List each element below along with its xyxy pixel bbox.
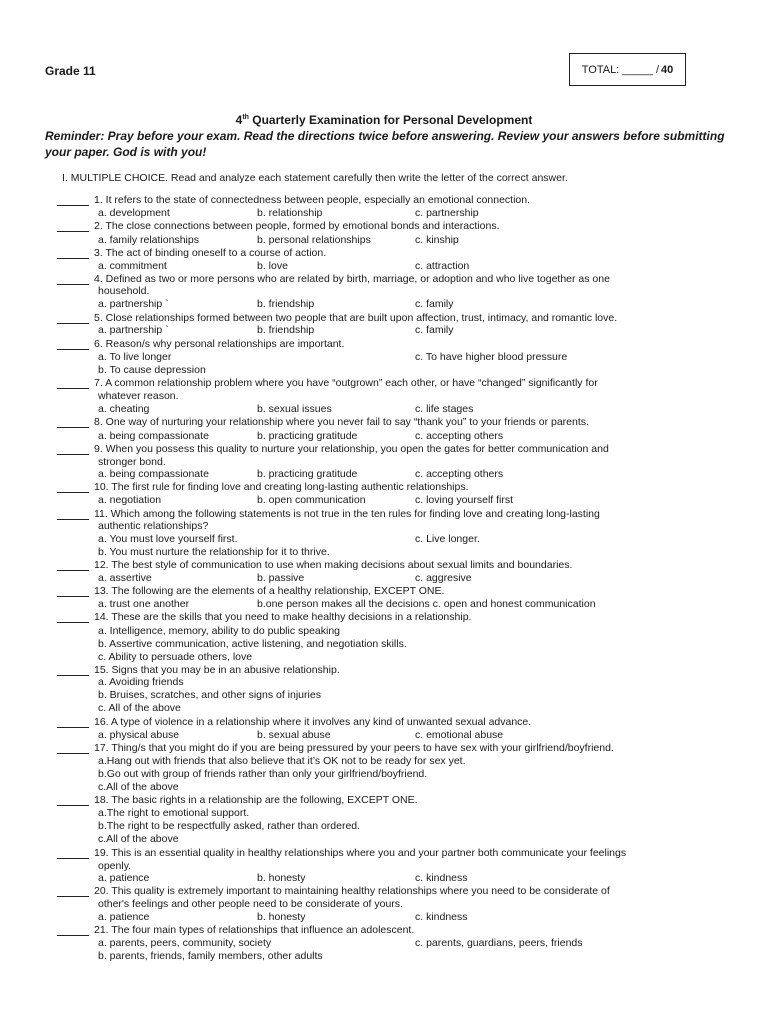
choice-text: a. patience: [98, 872, 150, 884]
answer-blank[interactable]: [57, 847, 89, 859]
answer-blank[interactable]: [57, 924, 89, 936]
question-text: 4. Defined as two or more persons who are related by birth, marriage, or adoption and who live together as one: [94, 273, 610, 285]
choice-text: other's feelings and other people need to be considerate of yours.: [98, 898, 403, 910]
choice-text: b. open communication: [257, 494, 366, 506]
answer-blank[interactable]: [57, 585, 89, 597]
choice-text: c.All of the above: [98, 833, 179, 845]
choice-text: c. family: [415, 324, 454, 336]
total-score-box: [569, 53, 686, 86]
title-text: Quarterly Examination for Personal Development: [248, 113, 533, 127]
choice-text: a. trust one another: [98, 598, 190, 610]
choice-text: c.All of the above: [98, 781, 179, 793]
choice-text: c. accepting others: [415, 430, 504, 442]
choice-text: a. being compassionate: [98, 468, 209, 480]
choice-text: b. sexual abuse: [257, 729, 331, 741]
choice-text: c. loving yourself first: [415, 494, 514, 506]
choice-text: openly.: [98, 860, 132, 872]
choice-text: a. physical abuse: [98, 729, 180, 741]
choice-text: a. family relationships: [98, 234, 199, 246]
choice-text: b. passive: [257, 572, 305, 584]
answer-blank[interactable]: [57, 611, 89, 623]
choice-text: a. cheating: [98, 403, 150, 415]
answer-blank[interactable]: [57, 794, 89, 806]
choice-text: whatever reason.: [98, 390, 179, 402]
answer-blank[interactable]: [57, 416, 89, 428]
question-text: 14. These are the skills that you need to make healthy decisions in a relationship.: [94, 611, 472, 623]
grade-label: Grade 11: [45, 64, 96, 78]
choice-text: a. partnership `: [98, 298, 169, 310]
exam-title: [0, 113, 768, 127]
directions-text: I. MULTIPLE CHOICE. Read and analyze each statement carefully then write the letter of the correct answer.: [62, 172, 568, 184]
choice-text: a. commitment: [98, 260, 167, 272]
choice-text: a. Intelligence, memory, ability to do public speaking: [98, 625, 341, 637]
question-text: 13. The following are the elements of a healthy relationship, EXCEPT ONE.: [94, 585, 445, 597]
choice-text: c. parents, guardians, peers, friends: [415, 937, 583, 949]
total-points: 40: [661, 63, 674, 76]
choice-text: household.: [98, 285, 150, 297]
question-text: 19. This is an essential quality in healthy relationships where you and your partner both communicate your feelings: [94, 847, 627, 859]
choice-text: b. friendship: [257, 324, 315, 336]
choice-text: b. practicing gratitude: [257, 468, 358, 480]
choice-text: a. being compassionate: [98, 430, 209, 442]
choice-text: c. aggresive: [415, 572, 472, 584]
choice-text: b. parents, friends, family members, other adults: [98, 950, 323, 962]
choice-text: c. kindness: [415, 872, 468, 884]
reminder-text: Reminder: Pray before your exam. Read the directions twice before answering. Review your answers before submitting your paper. God is with you!: [45, 129, 725, 159]
question-text: 16. A type of violence in a relationship where it involves any kind of unwanted sexual advance.: [94, 716, 532, 728]
page-bottom-margin: [0, 973, 768, 1024]
answer-blank[interactable]: [57, 273, 89, 285]
choice-text: b.Go out with group of friends rather than only your girlfriend/boyfriend.: [98, 768, 428, 780]
question-text: 1. It refers to the state of connectedness between people, especially an emotional connection.: [94, 194, 531, 206]
choice-text: b. honesty: [257, 911, 306, 923]
choice-text: b. To cause depression: [98, 364, 206, 376]
answer-blank[interactable]: [57, 247, 89, 259]
choice-text: a. parents, peers, community, society: [98, 937, 272, 949]
question-text: 6. Reason/s why personal relationships are important.: [94, 338, 345, 350]
choice-text: b. You must nurture the relationship for it to thrive.: [98, 546, 330, 558]
choice-text: stronger bond.: [98, 456, 166, 468]
choice-text: c. family: [415, 298, 454, 310]
choice-text: a. negotiation: [98, 494, 162, 506]
title-superscript: th: [242, 114, 249, 121]
choice-text: a. To live longer: [98, 351, 172, 363]
question-text: 7. A common relationship problem where you have “outgrown” each other, or have “changed” significantly for: [94, 377, 598, 389]
question-text: 15. Signs that you may be in an abusive relationship.: [94, 664, 340, 676]
choice-text: b. Bruises, scratches, and other signs of injuries: [98, 689, 321, 701]
question-text: 17. Thing/s that you might do if you are being pressured by your peers to have sex with your girlfriend/boyfriend.: [94, 742, 614, 754]
choice-text: b. practicing gratitude: [257, 430, 358, 442]
answer-blank[interactable]: [57, 338, 89, 350]
question-text: 18. The basic rights in a relationship are the following, EXCEPT ONE.: [94, 794, 418, 806]
choice-text: b. sexual issues: [257, 403, 332, 415]
answer-blank[interactable]: [57, 481, 89, 493]
question-text: 9. When you possess this quality to nurture your relationship, you open the gates for better communication and: [94, 443, 609, 455]
answer-blank[interactable]: [57, 508, 89, 520]
choice-text: authentic relationships?: [98, 520, 209, 532]
choice-text: a.Hang out with friends that also believe that it’s OK not to be ready for sex yet.: [98, 755, 466, 767]
choice-text: a. assertive: [98, 572, 152, 584]
choice-text: c. Live longer.: [415, 533, 480, 545]
answer-blank[interactable]: [57, 377, 89, 389]
choice-text: c. attraction: [415, 260, 470, 272]
choice-text: b. relationship: [257, 207, 323, 219]
choice-text: c. emotional abuse: [415, 729, 504, 741]
answer-blank[interactable]: [57, 559, 89, 571]
answer-blank[interactable]: [57, 220, 89, 232]
answer-blank[interactable]: [57, 443, 89, 455]
choice-text: c. life stages: [415, 403, 474, 415]
question-text: 10. The first rule for finding love and creating long-lasting authentic relationships.: [94, 481, 469, 493]
question-text: 3. The act of binding oneself to a course of action.: [94, 247, 327, 259]
choice-text: c. All of the above: [98, 702, 181, 714]
choice-text: b. personal relationships: [257, 234, 371, 246]
choice-text: c. kinship: [415, 234, 459, 246]
answer-blank[interactable]: [57, 664, 89, 676]
choice-text: c. kindness: [415, 911, 468, 923]
question-text: 12. The best style of communication to use when making decisions about sexual limits and boundaries.: [94, 559, 573, 571]
question-text: 11. Which among the following statements is not true in the ten rules for finding love and creating long-lasting: [94, 508, 600, 520]
choice-text: b. honesty: [257, 872, 306, 884]
choice-text: a. You must love yourself first.: [98, 533, 238, 545]
answer-blank[interactable]: [57, 742, 89, 754]
choice-text: a.The right to emotional support.: [98, 807, 250, 819]
choice-text: c. Ability to persuade others, love: [98, 651, 253, 663]
title-number: 4: [235, 113, 243, 127]
choice-text: c. partnership: [415, 207, 479, 219]
choice-text: b.The right to be respectfully asked, rather than ordered.: [98, 820, 361, 832]
question-text: 8. One way of nurturing your relationship where you never fail to say “thank you” to your friends or parents.: [94, 416, 589, 428]
choice-text: a. partnership `: [98, 324, 169, 336]
choice-text: a. Avoiding friends: [98, 676, 184, 688]
choice-text: b. Assertive communication, active listening, and negotiation skills.: [98, 638, 407, 650]
choice-text: a. development: [98, 207, 170, 219]
choice-text: b. love: [257, 260, 288, 272]
question-text: 2. The close connections between people, formed by emotional bonds and interactions.: [94, 220, 500, 232]
answer-blank[interactable]: [57, 194, 89, 206]
choice-text: c. accepting others: [415, 468, 504, 480]
question-text: 5. Close relationships formed between two people that are built upon affection, trust, intimacy, and romantic love.: [94, 312, 618, 324]
question-text: 20. This quality is extremely important to maintaining healthy relationships where you need to be considerate of: [94, 885, 610, 897]
choice-text: c. To have higher blood pressure: [415, 351, 568, 363]
total-label: TOTAL: _____ /: [581, 63, 659, 76]
choice-text: a. patience: [98, 911, 150, 923]
choice-text: b. friendship: [257, 298, 315, 310]
choice-text: b.one person makes all the decisions c. open and honest communication: [257, 598, 596, 610]
answer-blank[interactable]: [57, 312, 89, 324]
question-text: 21. The four main types of relationships that influence an adolescent.: [94, 924, 415, 936]
answer-blank[interactable]: [57, 716, 89, 728]
answer-blank[interactable]: [57, 885, 89, 897]
